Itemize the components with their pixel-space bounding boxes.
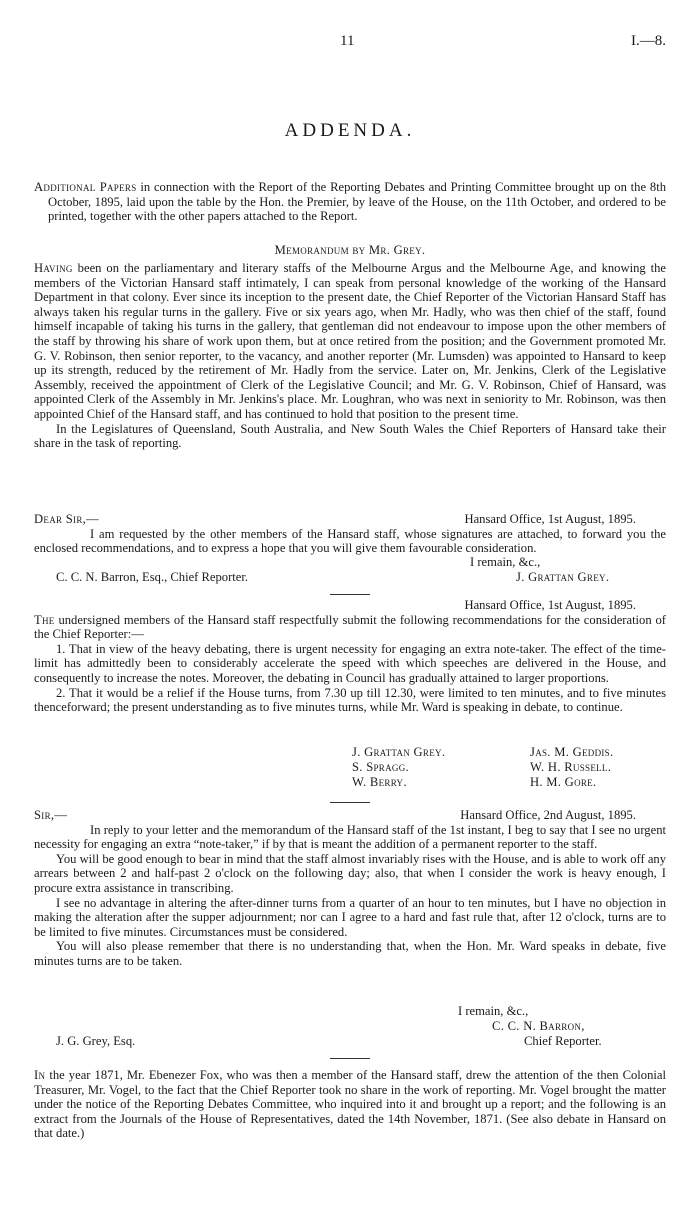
signatory: H. M. Gore. xyxy=(530,775,597,789)
letter-2-paragraph-4: You will also please remember that there is no understanding that, when the Hon. Mr. Ward speaks in debate, five minutes turns are to be taken. xyxy=(34,939,666,968)
letter-1-header xyxy=(34,512,666,527)
letter-1-closing: I remain, &c., xyxy=(470,555,541,569)
letter-2-salutation: Sir,— xyxy=(34,808,68,822)
letter-1-signature: J. Grattan Grey. xyxy=(516,570,610,584)
intro-lead: Additional Papers xyxy=(34,180,137,194)
section-divider xyxy=(330,1058,370,1059)
letter-2-closing: I remain, &c., xyxy=(458,1004,529,1018)
recommendation-intro xyxy=(34,613,666,642)
document-reference: I.—8. xyxy=(631,33,666,49)
letter-1-body: I am requested by the other members of the Hansard staff, whose signatures are attached, to forward you the enclosed recommendations, and to express a hope that you will give them favourable consideration. xyxy=(34,526,666,556)
letter-2-signature-title: Chief Reporter. xyxy=(524,1034,602,1048)
intro-paragraph xyxy=(34,180,666,224)
recommendation-item-2: 2. That it would be a relief if the House turns, from 7.30 up till 12.30, were limited to ten minutes, and to five minutes thenceforward; the present understanding as to five minutes turns, while Mr. Ward is speaking in debate, to continue. xyxy=(34,685,666,715)
memo-text-1: been on the parliamentary and literary staffs of the Melbourne Argus and the Melbourne Age, and knowing the members of the Victorian Hansard staff intimately, I can speak from personal knowledge of the working of the Hansard Department in that colony. Ever since its inception to the present date, the Chief Reporter of the Victorian Hansard Staff has always taken his regular turns in the gallery. Five or six years ago, when Mr. Hadly, who was then chief of the staff, found himself incapable of taking his turns in the gallery, that gentleman did not endeavour to impose upon the other members of the staff by throwing his share of work upon them, but at once retired from the position; and the Government promoted Mr. G. V. Robinson, then senior reporter, to the vacancy, and another reporter (Mr. Lumsden) was appointed to Hansard to keep up its strength, reduced by the retirement of Mr. Hadly from the service. Later on, Mr. Jenkins, Clerk of the Legislative Assembly, received the appointment of Clerk of the Legislative Council; and Mr. G. V. Robinson, Chief of Hansard, was appointed Clerk of the Assembly in Mr. Jenkins's place. Mr. Loughran, who was next in seniority to Mr. Robinson, was then appointed Chief of the Hansard staff, and has continued to hold that position to the present time. xyxy=(34,261,666,421)
signatory: Jas. M. Geddis. xyxy=(530,745,614,759)
section-divider xyxy=(330,802,370,803)
memo-lead: Having xyxy=(34,261,73,275)
section-divider xyxy=(330,594,370,595)
letter-2-addressee: J. G. Grey, Esq. xyxy=(56,1034,136,1048)
final-section xyxy=(34,1068,666,1141)
letter-2-paragraph-2: You will be good enough to bear in mind that the staff almost invariably rises with the House, and is able to work off any arrears between 2 and half-past 2 o'clock on the following day; also, that when I consider the work is heavy enough, I procure extra assistance in transcribing. xyxy=(34,851,667,895)
letter-1-place-date: Hansard Office, 1st August, 1895. xyxy=(464,512,636,526)
recommendation-item-1: 1. That in view of the heavy debating, there is urgent necessity for engaging an extra note-taker. The effect of the time-limit has admittedly been to considerably accelerate the speed with which speeches are delivered in the House, and consequently to increase the notes. Moreover, the debating in Council has gradually attained to larger proportions. xyxy=(34,641,666,685)
signatory: W. Berry. xyxy=(352,775,407,789)
letter-2-place-date: Hansard Office, 2nd August, 1895. xyxy=(460,808,636,822)
memo-section xyxy=(34,261,666,451)
signatory: S. Spragg. xyxy=(352,760,409,774)
letter-1-addressee: C. C. N. Barron, Esq., Chief Reporter. xyxy=(56,570,249,584)
page-number: 11 xyxy=(340,33,355,49)
intro-section xyxy=(34,180,666,224)
memo-paragraph-2: In the Legislatures of Queensland, South Australia, and New South Wales the Chief Reporters of Hansard take their share in the task of reporting. xyxy=(34,421,666,451)
letter-2 xyxy=(34,808,666,969)
memo-paragraph-1 xyxy=(34,261,666,422)
memo-heading: Memorandum by Mr. Grey. xyxy=(274,243,426,257)
final-paragraph xyxy=(34,1068,666,1141)
recommendation-section xyxy=(34,598,666,715)
letter-2-paragraph-1: In reply to your letter and the memorandum of the Hansard staff of the 1st instant, I beg to say that I see no urgent necessity for engaging an extra “note-taker,” if by that is meant the addition of a permanent reporter to the staff. xyxy=(34,822,666,852)
letter-1 xyxy=(34,512,666,556)
final-lead: In xyxy=(34,1068,46,1082)
final-text: the year 1871, Mr. Ebenezer Fox, who was then a member of the Hansard staff, drew the attention of the then Colonial Treasurer, Mr. Vogel, to the fact that the Chief Reporter took no share in the work of reporting. Mr. Vogel brought the matter under the notice of the Reporting Debates Committee, who inquired into it and brought up a report; and the following is an extract from the Journals of the House of Representatives, dated the 14th November, 1871. (See also debate in Hansard on that date.) xyxy=(34,1068,666,1141)
recommendation-intro-text: undersigned members of the Hansard staff respectfully submit the following recommendations for the consideration of the Chief Reporter:— xyxy=(34,612,666,642)
recommendation-place-date: Hansard Office, 1st August, 1895. xyxy=(464,598,636,612)
letter-2-paragraph-3: I see no advantage in altering the after-dinner turns from a quarter of an hour to ten minutes, but I have no objection in making the alteration after the supper adjournment; nor can I agree to a hard and fast rule that, after 12 o'clock, turns are to be limited to five minutes. Circumstances must be considered. xyxy=(34,895,666,939)
signatory: J. Grattan Grey. xyxy=(352,745,446,759)
letter-2-header xyxy=(34,808,666,823)
page-title: ADDENDA. xyxy=(284,120,416,141)
letter-2-signature: C. C. N. Barron, xyxy=(492,1019,585,1033)
letter-1-salutation: Dear Sir,— xyxy=(34,512,99,526)
recommendation-lead: The xyxy=(34,612,55,627)
signatory: W. H. Russell. xyxy=(530,760,612,774)
intro-text: in connection with the Report of the Reporting Debates and Printing Committee brought up on the 8th October, 1895, laid upon the table by the Hon. the Premier, by leave of the House, on the 11th October, and ordered to be printed, together with the other papers attached to the Report. xyxy=(48,180,666,224)
